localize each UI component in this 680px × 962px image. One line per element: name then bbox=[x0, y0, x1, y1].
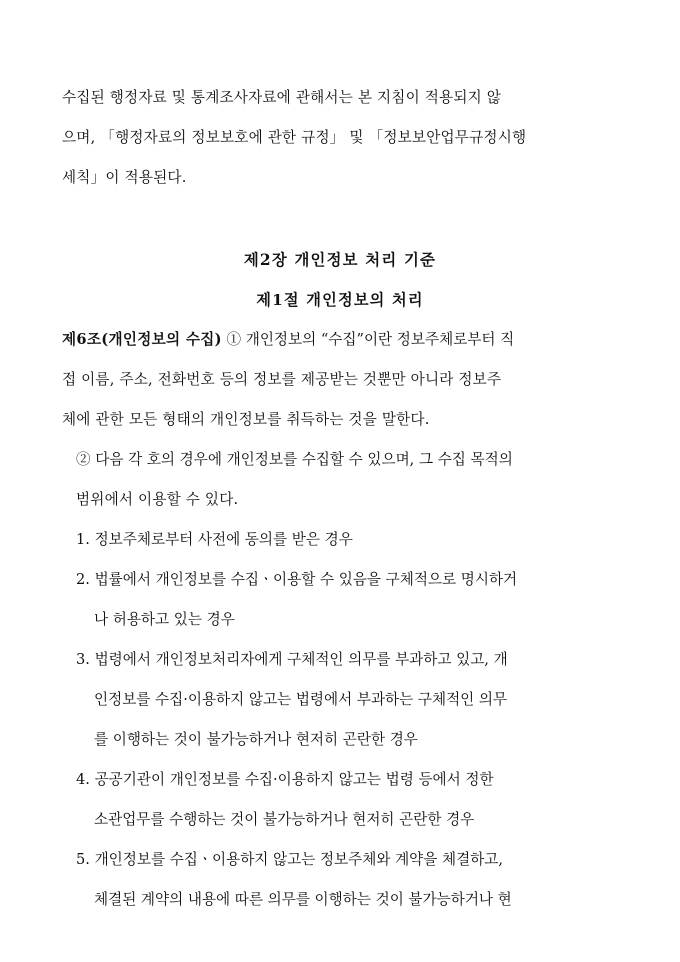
article-6-title: 제6조(개인정보의 수집) bbox=[62, 331, 222, 348]
list-item-number: 5. bbox=[76, 851, 90, 868]
list-item-text: 개인정보를 수집ㆍ이용하지 않고는 정보주체와 계약을 체결하고, bbox=[94, 851, 504, 868]
list-item bbox=[62, 640, 618, 760]
section-heading: 제1절 개인정보의 처리 bbox=[256, 291, 424, 309]
clause-1-text-1: 개인정보의 “수집”이란 정보주체로부터 직 bbox=[245, 331, 515, 348]
article-6-clause-1-line-2: 접 이름, 주소, 전화번호 등의 정보를 제공받는 것뿐만 아니라 정보주 bbox=[62, 371, 502, 388]
clause-1-marker: ① bbox=[226, 331, 242, 348]
list-item bbox=[62, 560, 618, 640]
intro-paragraph-line-1: 수집된 행정자료 및 통계조사자료에 관해서는 본 지침이 적용되지 않 bbox=[62, 89, 502, 106]
list-item-text: 법령에서 개인정보처리자에게 구체적인 의무를 부과하고 있고, 개 bbox=[94, 651, 508, 668]
list-item-text: 소관업무를 수행하는 것이 불가능하거나 현저히 곤란한 경우 bbox=[94, 811, 475, 828]
article-6-clause-1-line-1 bbox=[62, 320, 618, 360]
clause-2-text-1: 다음 각 호의 경우에 개인정보를 수집할 수 있으며, 그 수집 목적의 bbox=[95, 451, 513, 468]
clause-2-marker: ② bbox=[76, 451, 91, 468]
list-item-text: 체결된 계약의 내용에 따른 의무를 이행하는 것이 불가능하거나 현 bbox=[94, 891, 512, 908]
article-6-clause-2-line-2: 범위에서 이용할 수 있다. bbox=[76, 491, 239, 508]
list-item bbox=[62, 760, 618, 840]
article-6-clause-2-line-1 bbox=[62, 440, 618, 480]
list-item-number: 2. bbox=[76, 571, 90, 588]
list-item-number: 3. bbox=[76, 651, 90, 668]
article-6-clause-1-line-3: 체에 관한 모든 형태의 개인정보를 취득하는 것을 말한다. bbox=[62, 411, 430, 428]
intro-paragraph-line-2: 으며, 「행정자료의 정보보호에 관한 규정」 및 「정보보안업무규정시행 bbox=[62, 129, 527, 146]
list-item-text: 나 허용하고 있는 경우 bbox=[94, 611, 235, 628]
list-item bbox=[62, 520, 618, 560]
list-item-text: 법률에서 개인정보를 수집ㆍ이용할 수 있음을 구체적으로 명시하거 bbox=[94, 571, 518, 588]
spacer-after-intro bbox=[62, 198, 618, 216]
chapter-heading: 제2장 개인정보 처리 기준 bbox=[243, 251, 437, 269]
intro-paragraph-line-3: 세칙」이 적용된다. bbox=[62, 169, 187, 186]
list-item-number: 4. bbox=[76, 771, 90, 788]
list-item-text: 를 이행하는 것이 불가능하거나 현저히 곤란한 경우 bbox=[94, 731, 418, 748]
list-item-number: 1. bbox=[76, 531, 90, 548]
list-item-text: 공공기관이 개인정보를 수집·이용하지 않고는 법령 등에서 정한 bbox=[94, 771, 494, 788]
list-item bbox=[62, 840, 618, 920]
list-item-text: 정보주체로부터 사전에 동의를 받은 경우 bbox=[94, 531, 353, 548]
list-item-text: 인정보를 수집·이용하지 않고는 법령에서 부과하는 구체적인 의무 bbox=[94, 691, 508, 708]
